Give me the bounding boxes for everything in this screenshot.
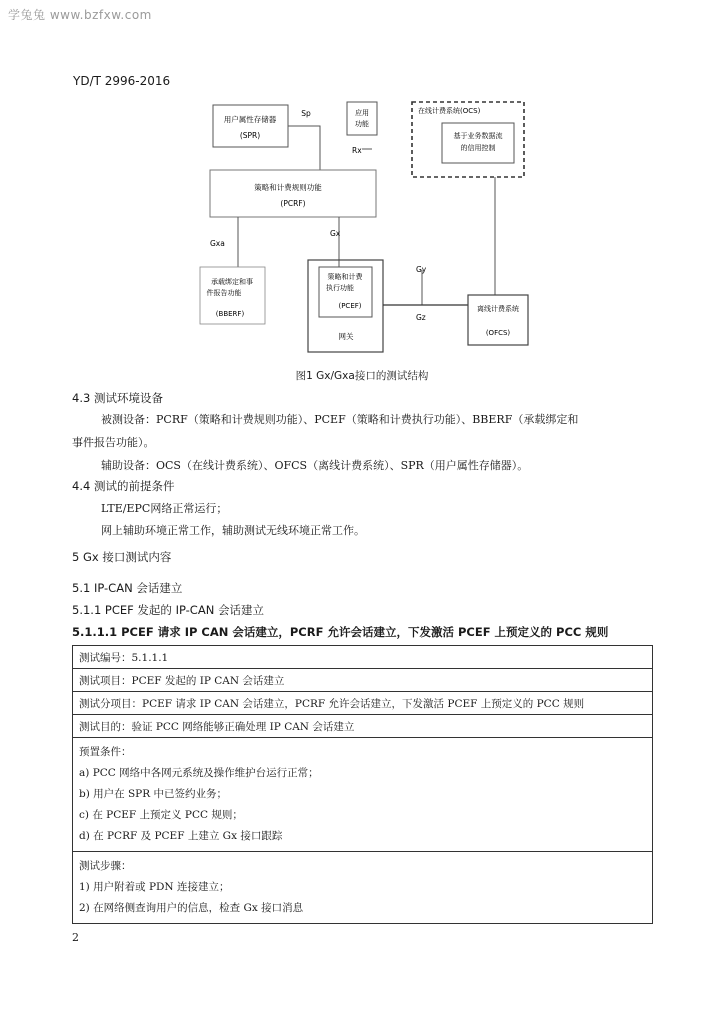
preconditions-cell xyxy=(73,738,653,852)
af-label-1: 应用 xyxy=(355,109,369,117)
pcef-label-3: (PCEF) xyxy=(338,302,362,310)
ocs-inner-label-2: 的信用控制 xyxy=(460,144,496,152)
paragraph-precondition-2: 网上辅助环境正常工作，辅助测试无线环境正常工作。 xyxy=(101,524,365,537)
spr-label-2: (SPR) xyxy=(239,131,261,140)
paragraph-tested-devices: 被测设备：PCRF（策略和计费规则功能）、PCEF（策略和计费执行功能）、BBERF（承载绑定和 xyxy=(101,413,579,426)
table-row xyxy=(73,715,653,738)
ocs-inner-label-1: 基于业务数据流 xyxy=(453,132,503,140)
gx-label: Gx xyxy=(330,229,341,238)
bberf-label-3: (BBERF) xyxy=(215,310,245,318)
gx-gxa-test-architecture-diagram xyxy=(190,95,540,360)
page-number: 2 xyxy=(72,931,79,944)
pcrf-label-1: 策略和计费规则功能 xyxy=(254,183,322,192)
gy-label: Gy xyxy=(416,265,427,274)
spr-label-1: 用户属性存储器 xyxy=(223,115,277,124)
ocs-title: 在线计费系统(OCS) xyxy=(418,107,481,115)
table-row xyxy=(73,692,653,715)
section-5-heading: 5 Gx 接口测试内容 xyxy=(72,550,172,564)
af-label-2: 功能 xyxy=(355,120,369,128)
rx-label: Rx xyxy=(352,146,362,155)
section-4-4-heading: 4.4 测试的前提条件 xyxy=(72,479,175,493)
preconditions-title: 预置条件： xyxy=(79,746,132,758)
precondition-d: d) 在 PCRF 及 PCEF 上建立 Gx 接口跟踪 xyxy=(79,830,283,842)
precondition-c: c) 在 PCEF 上预定义 PCC 规则； xyxy=(79,809,243,821)
pcrf-label-2: (PCRF) xyxy=(280,199,306,208)
pcef-label-2: 执行功能 xyxy=(326,284,354,292)
test-item-cell: 测试项目：PCEF 发起的 IP CAN 会话建立 xyxy=(73,669,653,692)
table-row xyxy=(73,646,653,669)
precondition-b: b) 用户在 SPR 中已签约业务； xyxy=(79,788,227,800)
af-box xyxy=(347,102,377,135)
section-5-1-1-1-heading: 5.1.1.1 PCEF 请求 IP CAN 会话建立，PCRF 允许会话建立，下发激活 PCEF 上预定义的 PCC 规则 xyxy=(72,625,609,639)
test-case-table xyxy=(72,645,653,924)
ocs-inner-box xyxy=(442,123,514,163)
paragraph-aux-devices: 辅助设备：OCS（在线计费系统）、OFCS（离线计费系统）、SPR（用户属性存储器）。 xyxy=(101,459,529,472)
table-row xyxy=(73,852,653,924)
sp-link xyxy=(288,126,320,170)
gateway-label: 网关 xyxy=(338,332,354,341)
bberf-label-1: 承载绑定和事 xyxy=(211,278,253,286)
table-row xyxy=(73,669,653,692)
section-5-1-heading: 5.1 IP-CAN 会话建立 xyxy=(72,581,183,595)
test-step-2: 2) 在网络侧查询用户的信息，检查 Gx 接口消息 xyxy=(79,902,304,914)
ofcs-label-2: (OFCS) xyxy=(485,329,511,337)
precondition-a: a) PCC 网络中各网元系统及操作维护台运行正常； xyxy=(79,767,319,779)
section-4-3-heading: 4.3 测试环境设备 xyxy=(72,391,163,405)
spr-box xyxy=(213,105,288,147)
paragraph-tested-devices-cont: 事件报告功能）。 xyxy=(72,436,155,449)
test-step-1: 1) 用户附着或 PDN 连接建立； xyxy=(79,881,230,893)
pcrf-box xyxy=(210,170,376,217)
paragraph-precondition-1: LTE/EPC网络正常运行； xyxy=(101,502,228,515)
ofcs-label-1: 离线计费系统 xyxy=(477,305,519,313)
pcef-label-1: 策略和计费 xyxy=(327,273,363,281)
gz-label: Gz xyxy=(416,313,426,322)
watermark: 学兔兔 www.bzfxw.com xyxy=(8,8,152,22)
ofcs-box xyxy=(468,295,528,345)
figure-caption: 图1 Gx/Gxa接口的测试结构 xyxy=(295,370,429,382)
gxa-label: Gxa xyxy=(210,239,225,248)
section-5-1-1-heading: 5.1.1 PCEF 发起的 IP-CAN 会话建立 xyxy=(72,603,264,617)
test-steps-cell xyxy=(73,852,653,924)
table-row xyxy=(73,738,653,852)
test-steps-title: 测试步骤： xyxy=(79,860,132,872)
bberf-label-2: 件报告功能 xyxy=(206,289,242,297)
sp-label: Sp xyxy=(301,109,311,118)
document-id: YD/T 2996-2016 xyxy=(73,74,171,88)
test-purpose-cell: 测试目的：验证 PCC 网络能够正确处理 IP CAN 会话建立 xyxy=(73,715,653,738)
test-id-cell: 测试编号：5.1.1.1 xyxy=(73,646,653,669)
test-subitem-cell: 测试分项目：PCEF 请求 IP CAN 会话建立，PCRF 允许会话建立，下发激活 PCEF 上预定义的 PCC 规则 xyxy=(73,692,653,715)
